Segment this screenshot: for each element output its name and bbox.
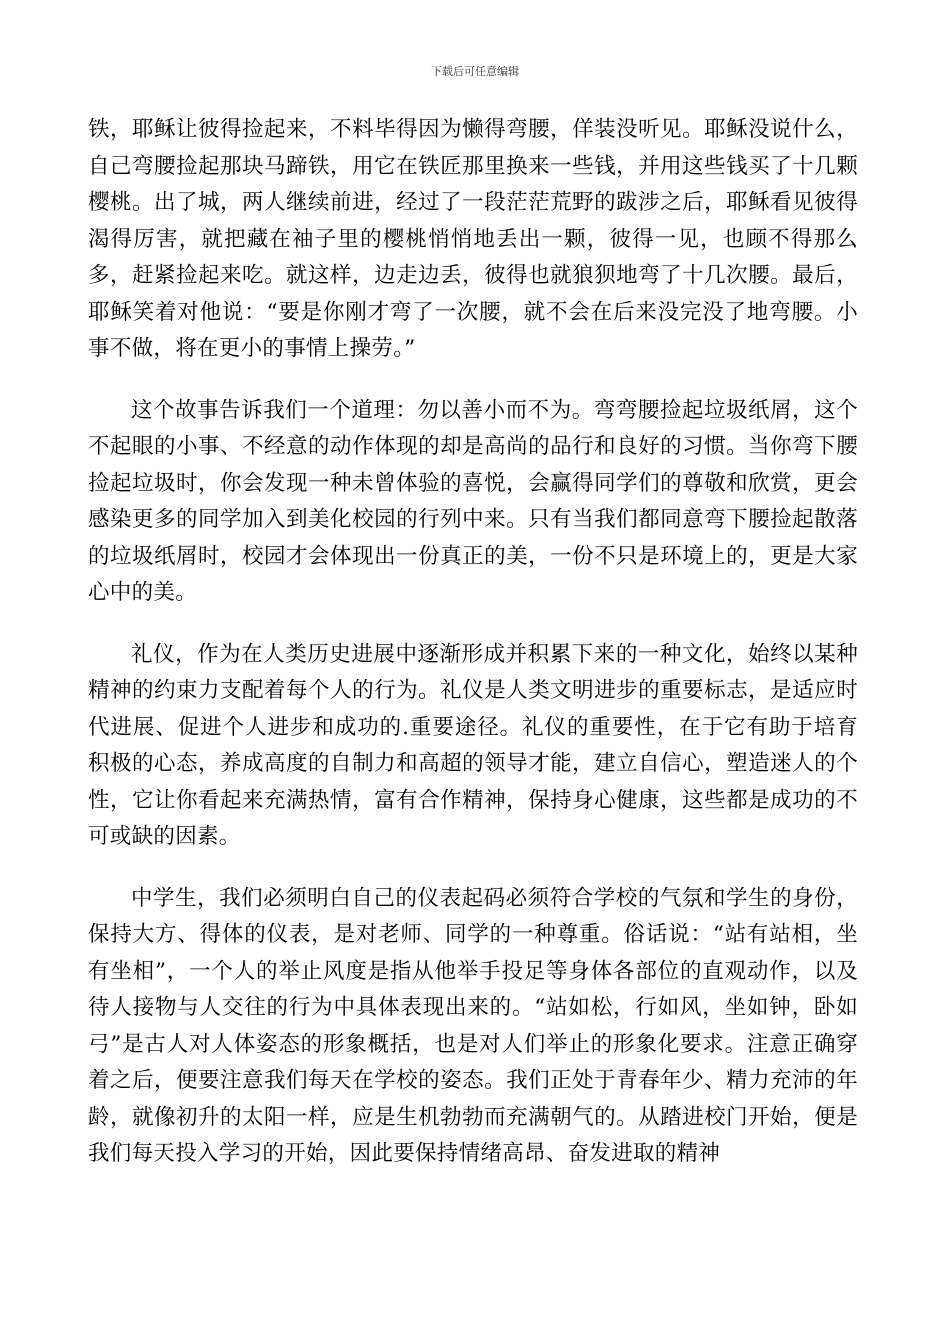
document-body — [88, 112, 858, 1198]
paragraph-student-manners: 中学生，我们必须明白自己的仪表起码必须符合学校的气氛和学生的身份，保持大方、得体的仪表，是对老师、同学的一种尊重。俗话说：“站有站相，坐有坐相”，一个人的举止风度是指从他举手投足等身体各部位的直观动作，以及待人接物与人交往的行为中具体表现出来的。“站如松，行如风，坐如钟，卧如弓”是古人对人体姿态的形象概括，也是对人们举止的形象化要求。注意正确穿着之后，便要注意我们每天在学校的姿态。我们正处于青春年少、精力充沛的年龄，就像初升的太阳一样，应是生机勃勃而充满朝气的。从踏进校门开始，便是我们每天投入学习的开始，因此要保持情绪高昂、奋发进取的精神 — [88, 885, 858, 1166]
paragraph-story-continuation: 铁，耶稣让彼得捡起来，不料毕得因为懒得弯腰，佯装没听见。耶稣没说什么，自己弯腰捡起那块马蹄铁，用它在铁匠那里换来一些钱，并用这些钱买了十几颗樱桃。出了城，两人继续前进，经过了一段茫茫荒野的跋涉之后，耶稣看见彼得渴得厉害，就把藏在袖子里的樱桃悄悄地丢出一颗，彼得一见，也顾不得那么多，赶紧捡起来吃。就这样，边走边丢，彼得也就狼狈地弯了十几次腰。最后，耶稣笑着对他说：“要是你刚才弯了一次腰，就不会在后来没完没了地弯腰。小事不做，将在更小的事情上操劳。” — [88, 117, 858, 361]
page-header: 下载后可任意编辑 — [431, 65, 519, 78]
paragraph-etiquette: 礼仪，作为在人类历史进展中逐渐形成并积累下来的一种文化，始终以某种精神的约束力支配着每个人的行为。礼仪是人类文明进步的重要标志，是适应时代进展、促进个人进步和成功的.重要途径。礼仪的重要性，在于它有助于培育积极的心态，养成高度的自制力和高超的领导才能，建立自信心，塑造迷人的个性，它让你看起来充满热情，富有合作精神，保持身心健康，这些都是成功的不可或缺的因素。 — [88, 641, 858, 849]
paragraph-moral-lesson: 这个故事告诉我们一个道理：勿以善小而不为。弯弯腰捡起垃圾纸屑，这个不起眼的小事、不经意的动作体现的却是高尚的品行和良好的习惯。当你弯下腰捡起垃圾时，你会发现一种未曾体验的喜悦，会赢得同学们的尊敬和欣赏，更会感染更多的同学加入到美化校园的行列中来。只有当我们都同意弯下腰捡起散落的垃圾纸屑时，校园才会体现出一份真正的美，一份不只是环境上的，更是大家心中的美。 — [88, 397, 858, 605]
